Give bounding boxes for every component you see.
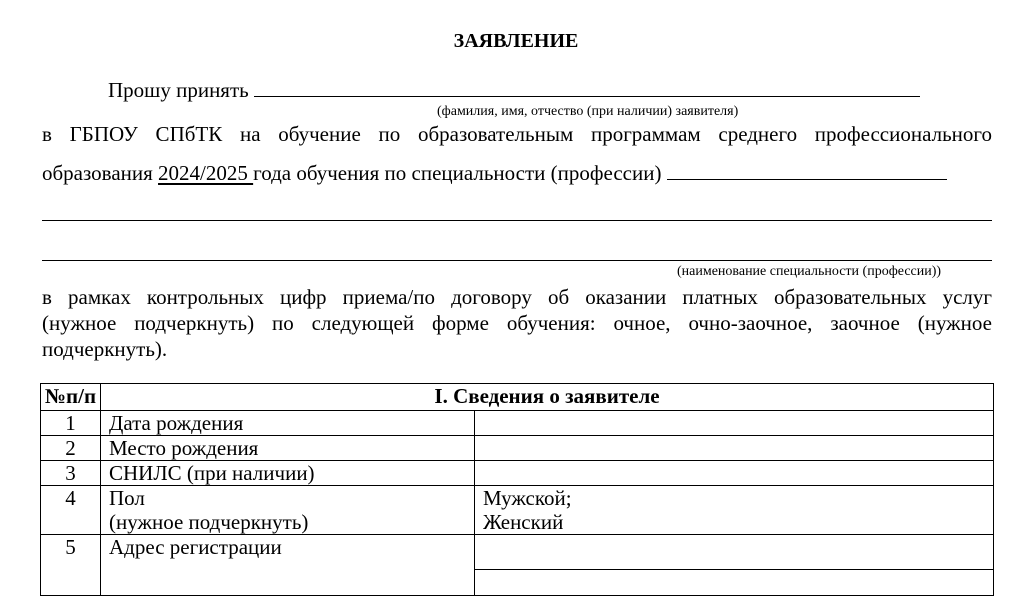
table-row <box>41 535 994 596</box>
table-row <box>41 486 994 535</box>
gender-hint: (нужное подчеркнуть) <box>109 510 309 534</box>
paragraph-line: подчеркнуть). <box>42 337 168 361</box>
paragraph-line: (нужное подчеркнуть) по следующей форме обучения: очное, очно-заочное, заочное (нужное <box>42 311 992 335</box>
row-label: Адрес регистрации <box>101 535 475 596</box>
specialty-blank-line-1[interactable] <box>42 220 992 221</box>
gender-label: Пол <box>109 486 145 510</box>
birth-date-value[interactable] <box>475 411 994 436</box>
table-row <box>41 411 994 436</box>
row-number: 5 <box>41 535 101 596</box>
gender-option-female[interactable]: Женский <box>483 510 564 534</box>
section-header: I. Сведения о заявителе <box>101 384 994 411</box>
row-label: СНИЛС (при наличии) <box>101 461 475 486</box>
row-number: 3 <box>41 461 101 486</box>
gender-options <box>475 486 994 535</box>
specialty-field[interactable] <box>667 161 947 180</box>
paragraph-line: в рамках контрольных цифр приема/по договору об оказании платных образовательных услуг <box>42 285 992 309</box>
specialty-hint: (наименование специальности (профессии)) <box>677 264 942 279</box>
education-suffix: года обучения по специальности (профессии) <box>253 161 662 185</box>
row-number: 1 <box>41 411 101 436</box>
table-row <box>41 461 994 486</box>
academic-year: 2024/2025 <box>158 161 254 185</box>
row-number: 4 <box>41 486 101 535</box>
institution-line: в ГБПОУ СПбТК на обучение по образовательным программам среднего профессионального <box>42 122 992 146</box>
request-prefix: Прошу принять <box>108 78 249 102</box>
registration-address-value[interactable] <box>475 535 994 596</box>
row-label: Место рождения <box>101 436 475 461</box>
applicant-info-table <box>40 383 994 596</box>
education-prefix: образования <box>42 161 153 185</box>
gender-option-male[interactable]: Мужской; <box>483 486 572 510</box>
conditions-paragraph <box>42 284 992 362</box>
birth-place-value[interactable] <box>475 436 994 461</box>
table-header-row <box>41 384 994 411</box>
row-label: Дата рождения <box>101 411 475 436</box>
document-title: ЗАЯВЛЕНИЕ <box>453 30 579 52</box>
row-label <box>101 486 475 535</box>
table-row <box>41 436 994 461</box>
request-line <box>108 78 920 103</box>
snils-value[interactable] <box>475 461 994 486</box>
row-number: 2 <box>41 436 101 461</box>
specialty-blank-line-2[interactable] <box>42 260 992 261</box>
education-line <box>42 161 947 186</box>
applicant-hint: (фамилия, имя, отчество (при наличии) заявителя) <box>437 104 739 119</box>
col-num-header: №п/п <box>41 384 101 411</box>
applicant-name-field[interactable] <box>254 78 920 97</box>
registration-address-line[interactable] <box>475 535 993 570</box>
